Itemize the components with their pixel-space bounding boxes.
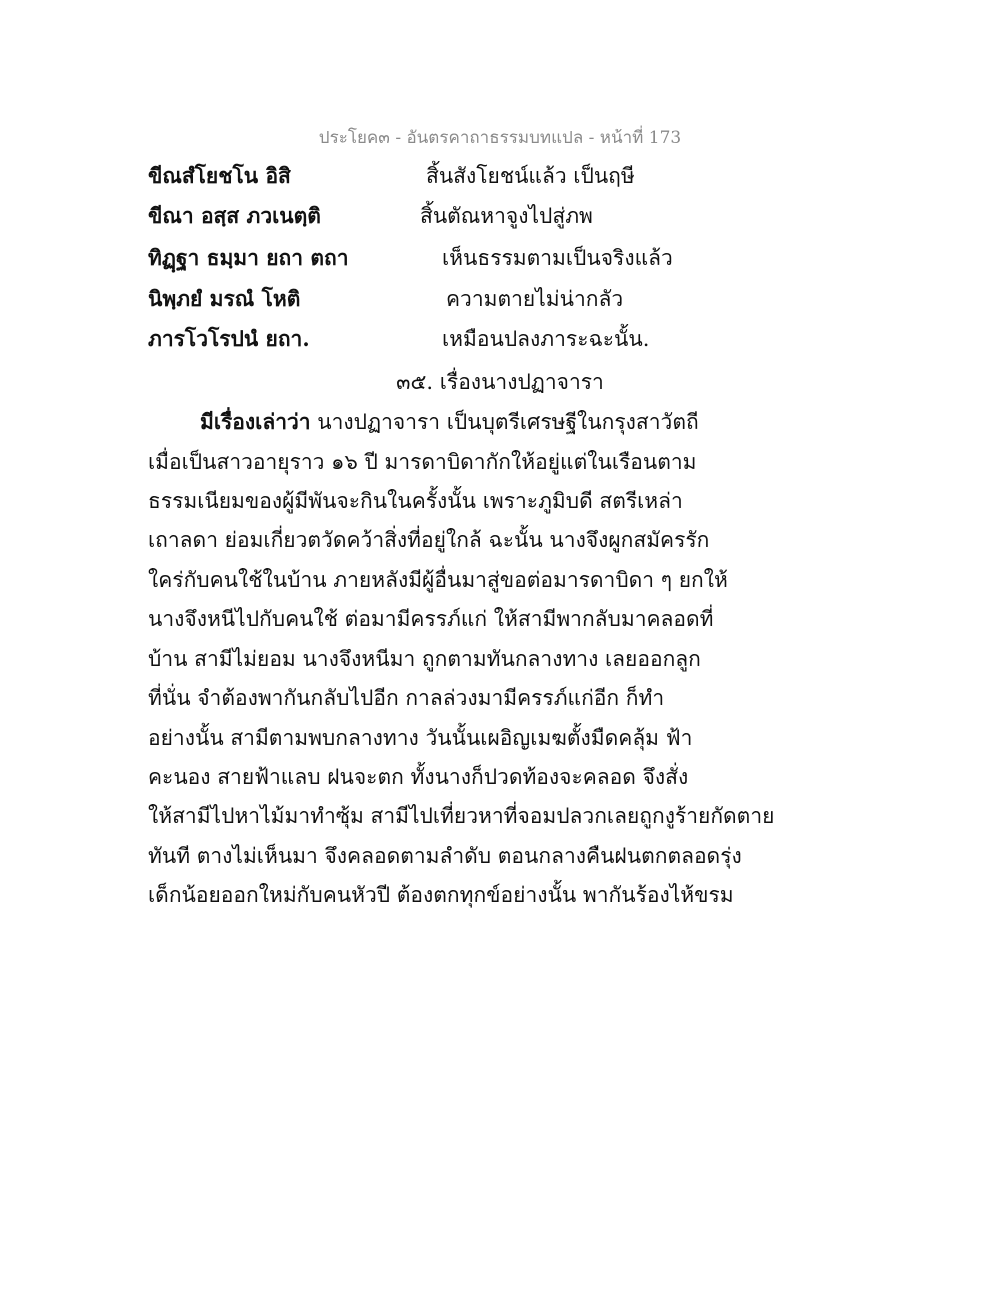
verse-thai: เหมือนปลงภาระฉะนั้น. bbox=[442, 327, 650, 351]
story-line: อย่างนั้น สามีตามพบกลางทาง วันนั้นเผอิญเมฆตั้งมืดคลุ้ม ฟ้า bbox=[148, 726, 693, 750]
story-lead-bold: มีเรื่องเล่าว่า bbox=[200, 409, 311, 434]
story-line: นางจึงหนีไปกับคนใช้ ต่อมามีครรภ์แก่ ให้สามีพากลับมาคลอดที่ bbox=[148, 607, 714, 631]
story-line: ทันที ตางไม่เห็นมา จึงคลอดตามลำดับ ตอนกลางคืนฝนตกตลอดรุ่ง bbox=[148, 844, 742, 868]
story-line: ที่นั่น จำต้องพากันกลับไปอีก กาลล่วงมามีครรภ์แก่อีก ก็ทำ bbox=[148, 686, 665, 710]
verse-thai: ความตายไม่น่ากลัว bbox=[446, 287, 624, 311]
story-title: ๓๕. เรื่องนางปฏาจารา bbox=[396, 370, 604, 394]
verse-pali: ขีณา อสฺส ภวเนตฺติ bbox=[148, 203, 321, 228]
story-line: เมื่อเป็นสาวอายุราว ๑๖ ปี มารดาบิดากักให้อยู่แต่ในเรือนตาม bbox=[148, 450, 697, 474]
story-line: ใคร่กับคนใช้ในบ้าน ภายหลังมีผู้อื่นมาสู่ขอต่อมารดาบิดา ๆ ยกให้ bbox=[148, 568, 728, 592]
verse-row bbox=[0, 160, 1000, 192]
story-line: เด็กน้อยออกใหม่กับคนหัวปี ต้องตกทุกข์อย่างนั้น พากันร้องไห้ขรม bbox=[148, 883, 734, 907]
story-line: ธรรมเนียมของผู้มีพันจะกินในครั้งนั้น เพราะภูมิบดี สตรีเหล่า bbox=[148, 489, 683, 513]
verse-row bbox=[0, 200, 1000, 232]
story-line: คะนอง สายฟ้าแลบ ฝนจะตก ทั้งนางก็ปวดท้องจะคลอด จึงสั่ง bbox=[148, 765, 689, 789]
story-lead-rest: นางปฏาจารา เป็นบุตรีเศรษฐีในกรุงสาวัตถี bbox=[310, 410, 699, 434]
running-header: ประโยค๓ - อันตรคาถาธรรมบทแปล - หน้าที่ 173 bbox=[318, 128, 682, 148]
verse-thai: สิ้นสังโยชน์แล้ว เป็นฤษี bbox=[426, 164, 635, 188]
story-first-line bbox=[200, 406, 699, 439]
story-line: เถาลดา ย่อมเกี่ยวตวัดคว้าสิ่งที่อยู่ใกล้ ฉะนั้น นางจึงผูกสมัครรัก bbox=[148, 528, 710, 552]
verse-thai: เห็นธรรมตามเป็นจริงแล้ว bbox=[442, 246, 673, 270]
story-line: บ้าน สามีไม่ยอม นางจึงหนีมา ถูกตามทันกลางทาง เลยออกลูก bbox=[148, 647, 701, 671]
verse-row bbox=[0, 283, 1000, 315]
verse-pali: ภารโวโรปนํ ยถา. bbox=[148, 326, 310, 351]
verse-pali: ทิฏฺฐา ธมฺมา ยถา ตถา bbox=[148, 245, 349, 270]
verse-row bbox=[0, 323, 1000, 355]
verse-pali: นิพฺภยํ มรณํ โหติ bbox=[148, 286, 301, 311]
verse-pali: ขีณสํโยชโน อิสิ bbox=[148, 163, 291, 188]
story-line: ให้สามีไปหาไม้มาทำซุ้ม สามีไปเที่ยวหาที่จอมปลวกเลยถูกงูร้ายกัดตาย bbox=[148, 804, 775, 828]
verse-row bbox=[0, 242, 1000, 274]
verse-thai: สิ้นตัณหาจูงไปสู่ภพ bbox=[420, 204, 593, 228]
